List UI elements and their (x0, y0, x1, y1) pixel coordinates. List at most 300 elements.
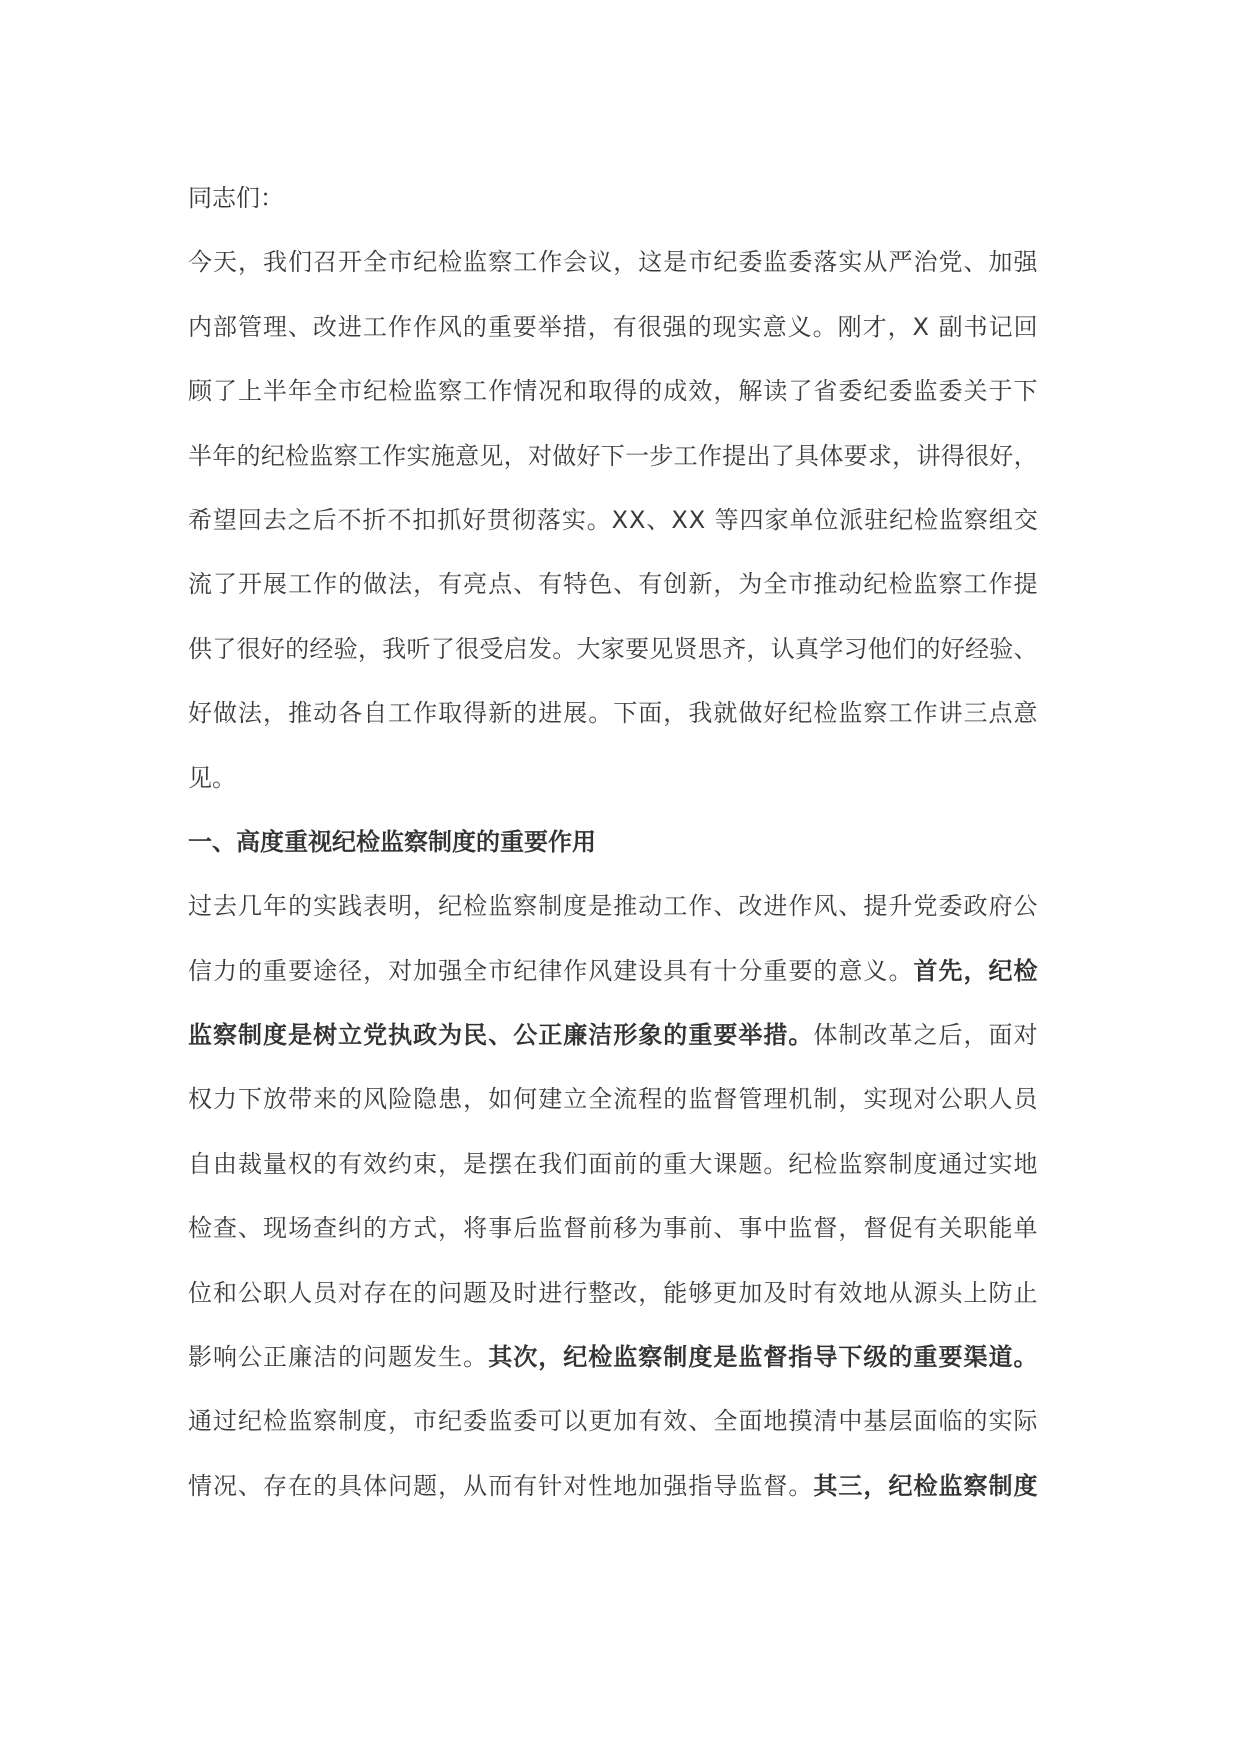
char: 检 (813, 699, 838, 728)
bold-char: 、 (488, 1021, 513, 1050)
char: 时 (788, 1278, 813, 1307)
bold-char: 形 (613, 1021, 638, 1050)
char: 回 (1013, 312, 1038, 341)
char: 实 (988, 1149, 1013, 1178)
char: 做 (363, 570, 388, 599)
char: 作 (412, 312, 437, 341)
char: 后 (513, 1214, 538, 1243)
char: 强 (663, 1471, 688, 1500)
bold-char: 立 (338, 1021, 363, 1050)
char: 发 (413, 1343, 438, 1372)
char: 、 (646, 505, 671, 534)
char: 去 (213, 892, 238, 921)
char: 理 (763, 1085, 788, 1114)
char: 题 (413, 1471, 438, 1500)
bold-char: 三 (838, 1471, 863, 1500)
bold-char: 度 (1013, 1471, 1038, 1500)
char: 监 (413, 377, 438, 406)
char: 对 (1013, 1021, 1038, 1050)
char: 解 (738, 377, 763, 406)
char: ， (613, 248, 638, 277)
char: 的 (285, 634, 310, 663)
char: 体 (813, 1021, 838, 1050)
char: 性 (588, 1471, 613, 1500)
bold-char: 监 (938, 1471, 963, 1500)
char: 纪 (413, 248, 438, 277)
char: 的 (663, 1085, 688, 1114)
char: 了 (213, 570, 238, 599)
bold-char: 次 (513, 1343, 538, 1372)
char: 工 (357, 441, 382, 470)
char: 举 (537, 312, 562, 341)
char: 是 (463, 1149, 488, 1178)
char: 流 (188, 570, 212, 599)
char: 风 (588, 956, 613, 985)
char: ， (838, 1085, 863, 1114)
char: 的 (338, 570, 363, 599)
char: 很 (965, 441, 989, 470)
char: 察 (863, 1149, 888, 1178)
char: 亮 (463, 570, 488, 599)
char: 设 (638, 956, 663, 985)
char: 纪 (363, 377, 388, 406)
bold-char: 制 (988, 1471, 1013, 1500)
char: 止 (1013, 1278, 1038, 1307)
char: 是 (663, 248, 688, 277)
char: 有 (638, 1407, 663, 1436)
char: 得 (613, 377, 638, 406)
char: 很 (236, 634, 261, 663)
char: 工 (888, 699, 913, 728)
char: 之 (913, 1021, 938, 1050)
char: ， (438, 1471, 463, 1500)
bold-char: 度 (452, 827, 476, 856)
char: 加 (738, 1278, 763, 1307)
char: 重 (763, 956, 788, 985)
char: 作 (313, 570, 338, 599)
bold-char: 重 (500, 827, 524, 856)
char: 家 (600, 634, 625, 663)
char: 检 (263, 1407, 288, 1436)
text-line (188, 369, 1038, 433)
text-line (188, 305, 1038, 369)
char: 推 (613, 892, 638, 921)
char: 、 (238, 1471, 263, 1500)
char: 将 (463, 1214, 488, 1243)
char: 下 (613, 699, 638, 728)
char: 效 (663, 1407, 688, 1436)
char: X (611, 505, 629, 534)
char: 工 (963, 570, 988, 599)
char: 律 (538, 956, 563, 985)
char: 步 (649, 441, 674, 470)
char: 的 (238, 956, 263, 985)
char: 有 (438, 570, 463, 599)
bold-char: 政 (413, 1021, 438, 1050)
char: ： (260, 184, 284, 212)
bold-char: 是 (288, 1021, 313, 1050)
char: 好 (188, 699, 212, 728)
char: 检 (285, 441, 310, 470)
char: 前 (688, 1214, 713, 1243)
bold-char: 要 (713, 1021, 738, 1050)
char: 风 (363, 1085, 388, 1114)
char: 要 (288, 956, 313, 985)
char: 监 (488, 892, 513, 921)
bold-char: 的 (888, 1343, 913, 1372)
bold-char: 度 (263, 1021, 288, 1050)
char: 了 (212, 634, 237, 663)
text-line (188, 1013, 1038, 1077)
char: 效 (688, 377, 713, 406)
char: ， (438, 1214, 463, 1243)
char: 作 (382, 441, 407, 470)
char: 监 (838, 699, 863, 728)
bold-char: 为 (438, 1021, 463, 1050)
bold-char: 视 (308, 827, 332, 856)
char: 面 (588, 1149, 613, 1178)
bold-char: 制 (663, 1343, 688, 1372)
char: 作 (697, 441, 722, 470)
char: 纠 (338, 1214, 363, 1243)
text-line (188, 691, 1038, 755)
char: 正 (263, 1343, 288, 1372)
char: 推 (288, 699, 313, 728)
char: 况 (213, 1471, 238, 1500)
char: 检 (188, 1214, 212, 1243)
char: 制 (813, 1085, 838, 1114)
text-line (188, 1271, 1038, 1335)
char: 天 (213, 248, 238, 277)
char: 。 (463, 1343, 488, 1372)
char: 供 (188, 634, 212, 663)
char: 意 (455, 441, 480, 470)
char: 不 (387, 505, 412, 534)
char: 在 (513, 1149, 538, 1178)
char: 题 (388, 1343, 413, 1372)
char: 作 (788, 892, 813, 921)
char: 工 (673, 441, 698, 470)
char: 他 (867, 634, 892, 663)
char: 全 (363, 248, 388, 277)
char: 扣 (412, 505, 437, 534)
char: 法 (238, 699, 263, 728)
char: 是 (588, 892, 613, 921)
char: 重 (663, 1149, 688, 1178)
char: 意 (838, 956, 863, 985)
char: 创 (663, 570, 688, 599)
char: 有 (338, 1149, 363, 1178)
char: 见 (649, 634, 674, 663)
char: 监 (488, 1407, 513, 1436)
char: 及 (488, 1278, 513, 1307)
char: 约 (388, 1149, 413, 1178)
char: 记 (988, 312, 1013, 341)
char: ， (413, 892, 438, 921)
char: 具 (338, 1471, 363, 1500)
text-line (188, 1142, 1038, 1206)
char: 实 (737, 312, 762, 341)
char: 关 (938, 1214, 963, 1243)
char: 推 (813, 570, 838, 599)
char: 四 (739, 505, 764, 534)
char: 派 (839, 505, 864, 534)
char: 。 (812, 312, 837, 341)
bold-char: 措 (763, 1021, 788, 1050)
char: 受 (479, 634, 504, 663)
char: 监 (788, 1214, 813, 1243)
char: 的 (313, 1471, 338, 1500)
char: 察 (333, 441, 358, 470)
char: 见 (188, 763, 212, 792)
text-line (188, 240, 1038, 304)
char: 进 (763, 892, 788, 921)
text-line (188, 1399, 1038, 1463)
char: 提 (1013, 570, 1038, 599)
char: 有 (612, 312, 637, 341)
char: 头 (938, 1278, 963, 1307)
char: 听 (406, 634, 431, 663)
char: 作 (563, 956, 588, 985)
char: 意 (1013, 699, 1038, 728)
char: 权 (188, 1085, 212, 1114)
bold-char: 高 (236, 827, 260, 856)
char: 险 (388, 1085, 413, 1114)
char: 源 (913, 1278, 938, 1307)
bold-char: 监 (188, 1021, 212, 1050)
char: 落 (536, 505, 561, 534)
char: 政 (963, 892, 988, 921)
char: 对 (338, 1278, 363, 1307)
char: 于 (988, 377, 1013, 406)
char: 单 (1013, 1214, 1038, 1243)
bold-char: 监 (380, 827, 404, 856)
char: 、 (613, 570, 638, 599)
char: ， (357, 634, 382, 663)
char: 年 (288, 377, 313, 406)
bold-char: 的 (476, 827, 500, 856)
char: 度 (913, 1149, 938, 1178)
char: 贯 (487, 505, 512, 534)
char: 面 (988, 1021, 1013, 1050)
char: 地 (863, 1278, 888, 1307)
char: 力 (213, 956, 238, 985)
char: 而 (488, 1471, 513, 1500)
char: 途 (313, 956, 338, 985)
char: 纪 (260, 441, 285, 470)
char: 的 (916, 634, 941, 663)
char: 公 (238, 1343, 263, 1372)
char: 洁 (313, 1343, 338, 1372)
char: 齐 (722, 634, 747, 663)
char: 的 (338, 1343, 363, 1372)
char: 驻 (864, 505, 889, 534)
char: 单 (789, 505, 814, 534)
char: 员 (1013, 1085, 1038, 1114)
char: 督 (813, 1214, 838, 1243)
char: 的 (338, 1085, 363, 1114)
char: 年 (263, 892, 288, 921)
char: 动 (638, 892, 663, 921)
char: 分 (738, 956, 763, 985)
char: 员 (313, 1278, 338, 1307)
char: 工 (663, 892, 688, 921)
char: ， (587, 312, 612, 341)
char: ， (638, 1278, 663, 1307)
bold-char: 其 (488, 1343, 513, 1372)
document-page (188, 176, 1038, 1528)
char: X (671, 505, 688, 534)
char: 召 (313, 248, 338, 277)
char: 影 (188, 1343, 212, 1372)
char: 法 (388, 570, 413, 599)
char (930, 305, 938, 369)
char: 我 (688, 699, 713, 728)
char: 督 (713, 1085, 738, 1114)
char: 了 (788, 377, 813, 406)
bold-char: 民 (463, 1021, 488, 1050)
char: 讲 (916, 441, 941, 470)
char: 好 (462, 505, 487, 534)
char: 放 (263, 1085, 288, 1114)
char: 各 (338, 699, 363, 728)
char: 改 (312, 312, 337, 341)
char: 要 (843, 441, 868, 470)
char: 中 (838, 1407, 863, 1436)
char: 三 (963, 699, 988, 728)
char: 作 (387, 312, 412, 341)
char: 地 (763, 1407, 788, 1436)
bold-char: 正 (538, 1021, 563, 1050)
char: 后 (312, 505, 337, 534)
char: 要 (625, 634, 650, 663)
char: 监 (938, 505, 963, 534)
char: 彻 (511, 505, 536, 534)
char: 、 (688, 1407, 713, 1436)
char: 做 (738, 699, 763, 728)
bold-char: 察 (404, 827, 428, 856)
char: 治 (913, 248, 938, 277)
char: ， (838, 1214, 863, 1243)
char: 下 (600, 441, 625, 470)
char: 很 (455, 634, 480, 663)
char: 志 (212, 184, 236, 212)
char: 我 (382, 634, 407, 663)
char: 纪 (788, 1149, 813, 1178)
char: 察 (863, 699, 888, 728)
char: 革 (888, 1021, 913, 1050)
char: 问 (438, 1278, 463, 1307)
char: 、 (1013, 634, 1038, 663)
char: 基 (863, 1407, 888, 1436)
char: 地 (1013, 1149, 1038, 1178)
char: 、 (287, 312, 312, 341)
char: 委 (513, 1407, 538, 1436)
char: 面 (913, 1407, 938, 1436)
char: 督 (563, 1214, 588, 1243)
char: 何 (513, 1085, 538, 1114)
char: 立 (563, 1085, 588, 1114)
char: 查 (213, 1214, 238, 1243)
char: 进 (538, 1278, 563, 1307)
char: 人 (988, 1085, 1013, 1114)
char: 检 (388, 377, 413, 406)
char: 。 (788, 1471, 813, 1500)
char: 启 (503, 634, 528, 663)
char: 去 (262, 505, 287, 534)
char: 廉 (288, 1343, 313, 1372)
char: 察 (938, 570, 963, 599)
char: 作 (913, 699, 938, 728)
char: 为 (738, 570, 763, 599)
char: 裁 (238, 1149, 263, 1178)
char: ， (746, 634, 771, 663)
char: 抓 (437, 505, 462, 534)
char: 情 (188, 1471, 212, 1500)
char: 好 (763, 699, 788, 728)
char: 来 (313, 1085, 338, 1114)
text-line (188, 1077, 1038, 1141)
bold-char: 廉 (563, 1021, 588, 1050)
char: 刚 (837, 312, 862, 341)
bold-char: 下 (838, 1343, 863, 1372)
char: 公 (1013, 892, 1038, 921)
char: ， (413, 570, 438, 599)
char: 议 (588, 248, 613, 277)
char: 监 (763, 248, 788, 277)
bold-char: 。 (788, 1021, 813, 1050)
char: 上 (963, 1278, 988, 1307)
char: 明 (388, 892, 413, 921)
bold-char: 察 (213, 1021, 238, 1050)
char: 取 (588, 377, 613, 406)
char: 事 (738, 1214, 763, 1243)
char: 风 (437, 312, 462, 341)
char: 职 (963, 1214, 988, 1243)
char: 出 (746, 441, 771, 470)
char: 前 (613, 1149, 638, 1178)
char: 流 (613, 1085, 638, 1114)
char: 工 (463, 377, 488, 406)
char: 察 (438, 377, 463, 406)
char: 检 (438, 248, 463, 277)
char: 从 (463, 1471, 488, 1500)
char: 做 (213, 699, 238, 728)
char: ， (663, 699, 688, 728)
bold-char: 指 (788, 1343, 813, 1372)
char: 升 (888, 892, 913, 921)
char: 半 (188, 441, 212, 470)
char: 问 (388, 1471, 413, 1500)
char: 交 (1013, 505, 1038, 534)
char: 等 (714, 505, 739, 534)
bold-char: 度 (260, 827, 284, 856)
char: 下 (1013, 377, 1038, 406)
bold-char: 重 (913, 1343, 938, 1372)
char: 大 (576, 634, 601, 663)
char: 同 (188, 184, 212, 212)
char: 更 (588, 1407, 613, 1436)
char: 内 (188, 312, 212, 341)
bold-char: 纪 (988, 956, 1013, 985)
text-line (188, 884, 1038, 948)
char: 特 (563, 570, 588, 599)
char: 市 (788, 570, 813, 599)
char: 的 (963, 1407, 988, 1436)
char: 对 (527, 441, 552, 470)
char: 管 (738, 1085, 763, 1114)
char: 、 (963, 248, 988, 277)
